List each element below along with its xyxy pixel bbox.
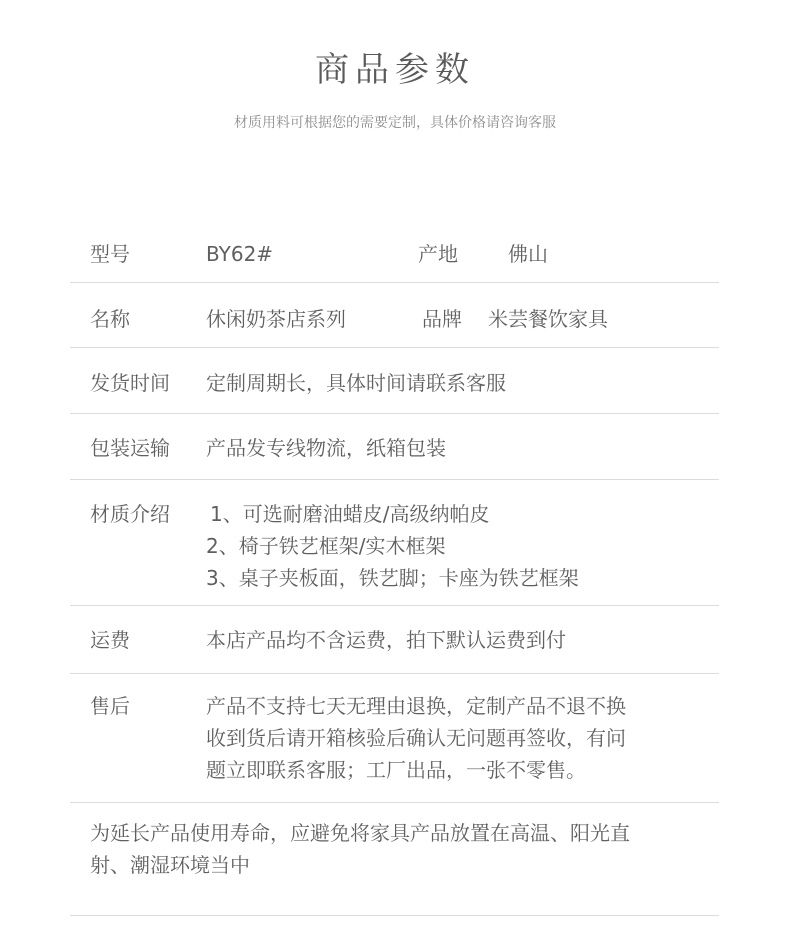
param-value: 米芸餐饮家具 bbox=[488, 307, 608, 331]
param-value-line: 产品不支持七天无理由退换，定制产品不退不换 bbox=[206, 694, 626, 718]
param-label: 材质介绍 bbox=[90, 502, 170, 526]
param-label: 产地 bbox=[418, 242, 458, 266]
care-note-line: 为延长产品使用寿命，应避免将家具产品放置在高温、阳光直 bbox=[90, 821, 630, 845]
param-label: 包装运输 bbox=[90, 436, 170, 460]
care-note-line: 射、潮湿环境当中 bbox=[90, 853, 250, 877]
param-label: 售后 bbox=[90, 694, 130, 718]
param-value-line: 3、桌子夹板面，铁艺脚；卡座为铁艺框架 bbox=[206, 566, 579, 590]
param-label: 品牌 bbox=[422, 307, 462, 331]
param-value: 佛山 bbox=[508, 242, 548, 266]
params-table bbox=[70, 220, 719, 916]
param-label: 运费 bbox=[90, 628, 130, 652]
param-row-freight bbox=[70, 606, 719, 674]
param-value-lines bbox=[206, 690, 626, 786]
param-row-material bbox=[70, 480, 719, 606]
care-note bbox=[90, 817, 710, 881]
param-value: 休闲奶茶店系列 bbox=[206, 307, 346, 331]
param-label: 型号 bbox=[90, 242, 130, 266]
page-title: 商品参数 bbox=[315, 50, 475, 90]
param-value-line: 题立即联系客服；工厂出品，一张不零售。 bbox=[206, 758, 586, 782]
param-value-line: 收到货后请开箱核验后确认无问题再签收，有问 bbox=[206, 726, 626, 750]
param-row-after-sales bbox=[70, 674, 719, 803]
param-value-line: 1、可选耐磨油蜡皮/高级纳帕皮 bbox=[210, 502, 490, 526]
param-value: 本店产品均不含运费，拍下默认运费到付 bbox=[206, 628, 566, 652]
care-note-row bbox=[70, 803, 719, 916]
param-value: BY62# bbox=[206, 242, 274, 266]
param-value: 定制周期长，具体时间请联系客服 bbox=[206, 371, 506, 395]
param-label: 名称 bbox=[90, 307, 130, 331]
page-subtitle: 材质用料可根据您的需要定制，具体价格请咨询客服 bbox=[234, 115, 556, 131]
param-value: 产品发专线物流，纸箱包装 bbox=[206, 436, 446, 460]
param-row-model bbox=[70, 220, 719, 283]
param-row-shipping-time bbox=[70, 348, 719, 414]
param-row-packaging bbox=[70, 414, 719, 480]
param-row-name bbox=[70, 283, 719, 348]
param-label: 发货时间 bbox=[90, 371, 170, 395]
param-value-lines bbox=[206, 498, 579, 594]
param-value-line: 2、椅子铁艺框架/实木框架 bbox=[206, 534, 446, 558]
